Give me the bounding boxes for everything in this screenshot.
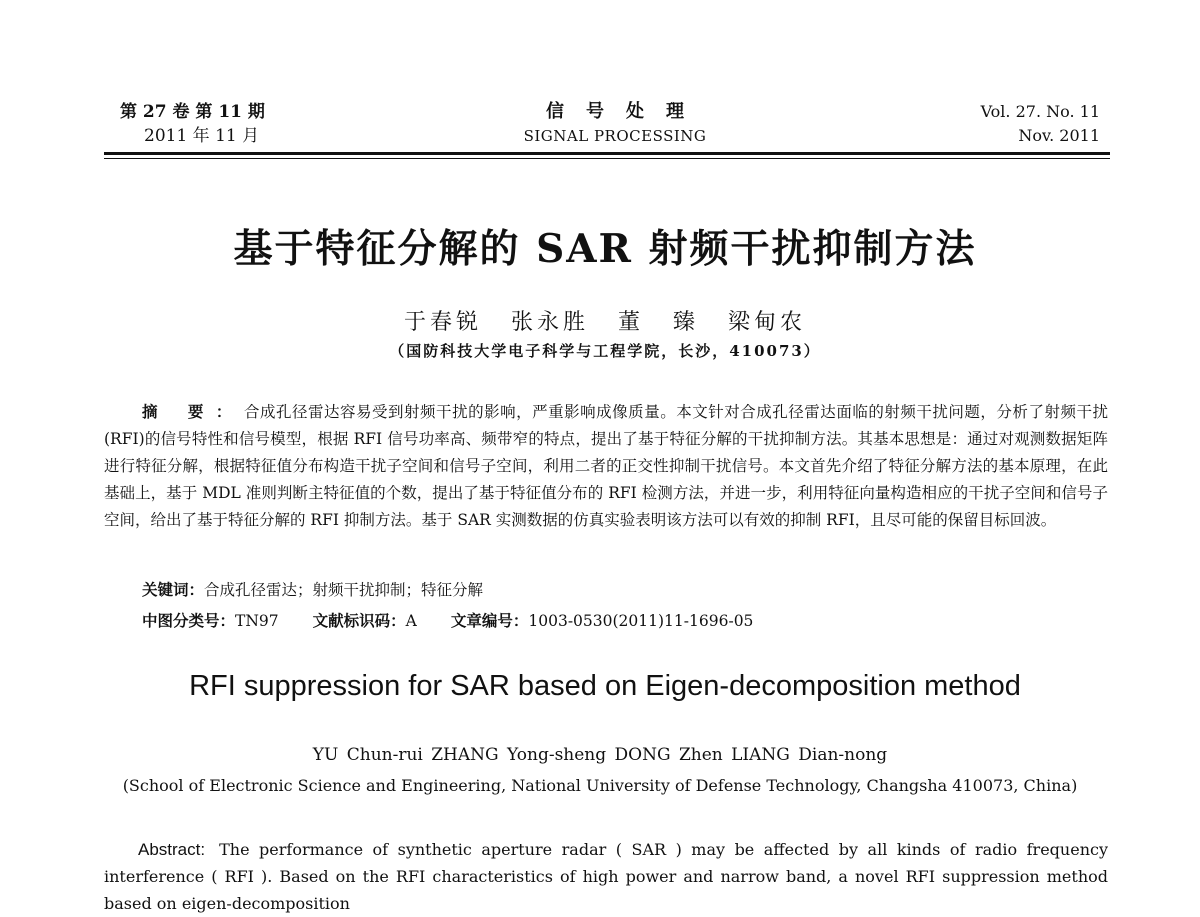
article-no-value: 1003-0530(2011)11-1696-05 [528,612,754,630]
header-rule-thin [104,158,1110,159]
doc-code-label: 文献标识码： [312,611,406,630]
abstract-body-cn: 合成孔径雷达容易受到射频干扰的影响，严重影响成像质量。本文针对合成孔径雷达面临的射频干扰问题，分析了射频干扰(RFI)的信号特性和信号模型，根据 RFI 信号功率高、频带窄的特点，提出了基于特征分解的干扰抑制方法。其基本思想是：通过对观测数据矩阵进行特征分解，根据特征值分布构造干扰子空间和信号子空间，利用二者的正交性抑制干扰信号。本文首先介绍了特征分解方法的基本原理，在此基础上，基于 MDL 准则判断主特征值的个数，提出了基于特征值分布的 RFI 检测方法，并进一步，利用特征向量构造相应的干扰子空间和信号子空间，给出了基于特征分解的 RFI 抑制方法。基于 SAR 实测数据的仿真实验表明该方法可以有效的抑制 RFI，且尽可能的保留目标回波。 [104,403,1108,529]
clc-label: 中图分类号： [142,611,236,630]
header-journal [500,100,730,148]
authors-en: YU Chun-rui ZHANG Yong-sheng DONG Zhen LIANG Dian-nong [312,745,888,765]
paper-title-cn: 基于特征分解的 SAR 射频干扰抑制方法 [233,226,977,272]
affiliation-en: (School of Electronic Science and Engineering, National University of Defense Technology, Changsha 410073, China) [122,776,1078,795]
header-volume-en [981,100,1100,148]
journal-name-en: SIGNAL PROCESSING [523,127,707,145]
classification-line [142,609,753,631]
volume-issue-cn: 第 27 卷 第 11 期 [120,102,265,122]
abstract-label-en: Abstract: [138,840,206,859]
keywords-line [142,578,483,600]
date-cn: 2011 年 11 月 [144,126,260,146]
doc-code-value: A [405,612,417,630]
abstract-body-en: The performance of synthetic aperture radar ( SAR ) may be affected by all kinds of radio frequency interference ( RFI ). Based on the RFI characteristics of high power and narrow band, a novel RFI suppression method based on eigen-decomposition [104,840,1108,913]
affiliation-cn: （国防科技大学电子科学与工程学院，长沙，410073） [389,342,821,360]
article-no-label: 文章编号： [450,611,529,630]
paper-title-en: RFI suppression for SAR based on Eigen-decomposition method [189,670,1021,702]
abstract-label-cn: 摘 要： [142,402,244,421]
clc-value: TN97 [235,612,279,630]
keywords-label: 关键词： [142,580,205,599]
authors-cn: 于春锐 张永胜 董 臻 梁甸农 [404,310,806,335]
keywords-value: 合成孔径雷达；射频干扰抑制；特征分解 [204,581,484,599]
header-volume-issue [120,100,265,148]
abstract-cn [104,398,1108,534]
volume-issue-en: Vol. 27. No. 11 [980,102,1100,121]
date-en: Nov. 2011 [1018,126,1100,145]
journal-name-cn: 信号处理 [546,101,706,122]
header-rule-thick [104,152,1110,155]
abstract-en [104,836,1108,917]
